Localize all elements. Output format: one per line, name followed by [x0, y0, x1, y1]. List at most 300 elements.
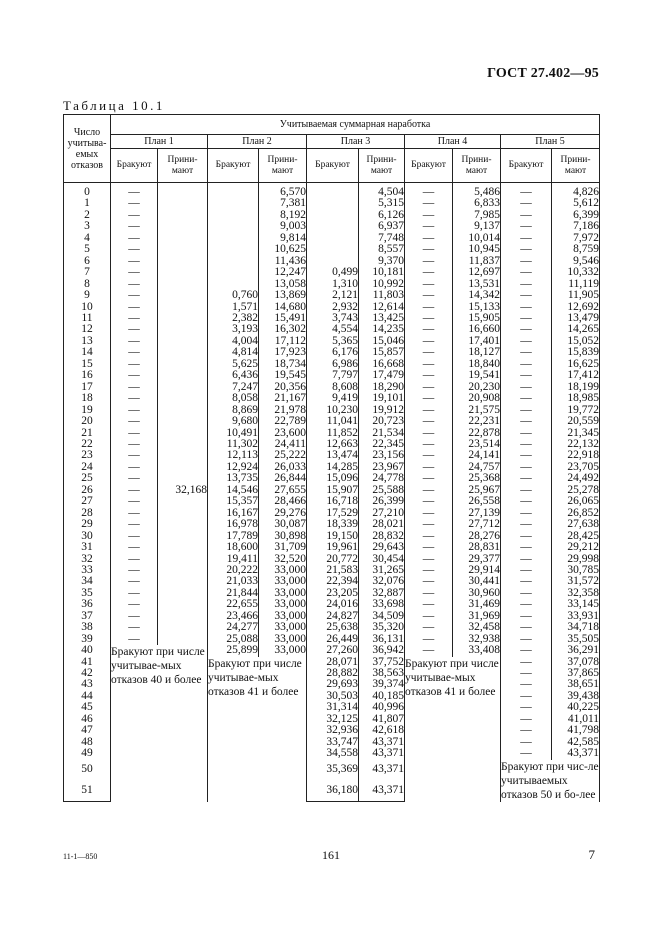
plan1-reject-cell: — — [111, 290, 158, 301]
header-failures-line: отказов — [71, 159, 103, 171]
plan1-accept-cell — [158, 542, 208, 553]
plan4-reject-cell: — — [405, 519, 453, 530]
plan5-reject-cell: — — [501, 256, 552, 267]
plan1-accept-cell — [158, 198, 208, 209]
plan2-accept-cell: 10,625 — [259, 244, 307, 255]
acceptance-table — [63, 114, 600, 802]
failure-count: 23 — [64, 450, 111, 461]
plan1-accept-cell — [158, 599, 208, 610]
plan1-accept-cell — [158, 554, 208, 565]
plan2-reject-cell: 16,978 — [208, 519, 259, 530]
plan5-reject-cell: — — [501, 462, 552, 473]
plan4-accept-cell: 28,831 — [453, 542, 501, 553]
plan3-reject-cell: 13,474 — [307, 450, 359, 461]
plan4-accept-cell: 24,141 — [453, 450, 501, 461]
plan2-accept-cell: 28,466 — [259, 496, 307, 507]
plan2-accept-cell: 33,000 — [259, 565, 307, 576]
plan2-reject-cell: 4,004 — [208, 336, 259, 347]
plan2-accept-cell: 33,000 — [259, 576, 307, 587]
plan2-accept-cell: 25,222 — [259, 450, 307, 461]
plan5-reject-cell: — — [501, 496, 552, 507]
plan3-reject-cell: 24,016 — [307, 599, 359, 610]
plan3-accept-cell: 21,534 — [359, 428, 405, 439]
plan3-accept-cell: 10,181 — [359, 267, 405, 278]
plan2-reject-cell — [208, 267, 259, 278]
plan1-reject-cell: — — [111, 531, 158, 542]
plan2-reject-cell: 16,167 — [208, 508, 259, 519]
plan1-reject-cell: — — [111, 393, 158, 404]
plan2-reject-cell: 14,546 — [208, 485, 259, 496]
plan5-accept-cell: 33,931 — [552, 611, 600, 622]
plan1-accept-cell — [158, 405, 208, 416]
plan2-accept-cell: 19,545 — [259, 370, 307, 381]
plan1-reject-cell: — — [111, 542, 158, 553]
plan1-reject-cell: — — [111, 508, 158, 519]
plan3-reject-cell: 28,071 — [307, 657, 359, 668]
plan4-accept-cell: 22,231 — [453, 416, 501, 427]
plan4-accept-cell: 29,377 — [453, 554, 501, 565]
plan3-accept-cell: 19,912 — [359, 405, 405, 416]
plan5-reject-cell: — — [501, 737, 552, 748]
plan3-accept-cell: 4,504 — [359, 183, 405, 199]
plan4-accept-cell: 18,127 — [453, 347, 501, 358]
plan2-reject-cell: 17,789 — [208, 531, 259, 542]
plan5-accept-cell: 37,078 — [552, 657, 600, 668]
failure-count: 30 — [64, 531, 111, 542]
plan3-reject-cell: 2,932 — [307, 302, 359, 313]
plan1-reject-cell: — — [111, 428, 158, 439]
plan5-accept-cell: 19,772 — [552, 405, 600, 416]
failure-count: 19 — [64, 405, 111, 416]
plan4-accept-cell: 10,945 — [453, 244, 501, 255]
plan4-accept-cell: 14,342 — [453, 290, 501, 301]
plan3-reject-cell: 18,339 — [307, 519, 359, 530]
failure-count: 17 — [64, 382, 111, 393]
failure-count: 45 — [64, 702, 111, 713]
table-row — [64, 519, 600, 530]
plan1-reject-cell: — — [111, 313, 158, 324]
plan1-reject-cell: — — [111, 336, 158, 347]
plan2-reject-cell: 24,277 — [208, 622, 259, 633]
plan3-accept-cell: 37,752 — [359, 657, 405, 668]
plan3-reject-cell — [307, 198, 359, 209]
plan2-reject-cell: 4,814 — [208, 347, 259, 358]
failure-count: 28 — [64, 508, 111, 519]
plan1-accept-cell — [158, 565, 208, 576]
plan3-accept-cell: 43,371 — [359, 748, 405, 759]
failure-count: 2 — [64, 210, 111, 221]
plan4-reject-cell: — — [405, 599, 453, 610]
plan5-accept-cell: 10,332 — [552, 267, 600, 278]
plan1-reject-cell: — — [111, 611, 158, 622]
plan4-reject-cell: — — [405, 183, 453, 199]
plan4-accept-cell: 9,137 — [453, 221, 501, 232]
plan4-reject-cell: — — [405, 645, 453, 656]
plan4-reject-cell: — — [405, 313, 453, 324]
failure-count: 48 — [64, 737, 111, 748]
header-accept-line: мают — [370, 165, 393, 176]
header-failures-line: емых — [75, 148, 99, 160]
failure-count: 50 — [64, 760, 111, 781]
plan3-accept-cell: 14,235 — [359, 324, 405, 335]
table-row — [64, 370, 600, 381]
plan4-reject-cell: — — [405, 405, 453, 416]
plan1-accept-cell — [158, 611, 208, 622]
failure-count: 35 — [64, 588, 111, 599]
plan1-accept-cell — [158, 210, 208, 221]
header-accept-line: Прини- — [167, 154, 198, 165]
plan1-reject-cell: — — [111, 554, 158, 565]
plan5-accept-cell: 32,358 — [552, 588, 600, 599]
plan4-reject-cell: — — [405, 279, 453, 290]
failure-count: 49 — [64, 748, 111, 759]
plan4-reject-cell: — — [405, 393, 453, 404]
plan2-accept-cell: 33,000 — [259, 611, 307, 622]
plan5-accept-cell: 23,705 — [552, 462, 600, 473]
header-accept-line: мают — [564, 165, 587, 176]
plan3-accept-cell: 36,131 — [359, 634, 405, 645]
plan2-reject-cell: 22,655 — [208, 599, 259, 610]
standard-number: ГОСТ 27.402—95 — [487, 66, 599, 81]
table-caption: Таблица 10.1 — [63, 98, 165, 113]
failure-count: 16 — [64, 370, 111, 381]
plan4-reject-cell: — — [405, 542, 453, 553]
plan2-accept-cell: 33,000 — [259, 622, 307, 633]
failure-count: 36 — [64, 599, 111, 610]
plan5-reject-cell: — — [501, 668, 552, 679]
plan2-accept-cell: 26,844 — [259, 473, 307, 484]
plan5-reject-cell: — — [501, 691, 552, 702]
failure-count: 39 — [64, 634, 111, 645]
plan4-reject-cell: — — [405, 428, 453, 439]
failure-count: 18 — [64, 393, 111, 404]
plan5-reject-cell: — — [501, 519, 552, 530]
plan5-accept-cell: 9,546 — [552, 256, 600, 267]
plan2-reject-cell: 3,193 — [208, 324, 259, 335]
plan4-accept-cell: 12,697 — [453, 267, 501, 278]
plan5-accept-cell: 16,625 — [552, 359, 600, 370]
plan4-accept-cell: 17,401 — [453, 336, 501, 347]
failure-count: 7 — [64, 267, 111, 278]
plan3-accept-cell: 40,996 — [359, 702, 405, 713]
header-reject-plan-5: Бракуют — [501, 149, 552, 183]
plan5-accept-cell: 39,438 — [552, 691, 600, 702]
header-accept-plan-5 — [552, 149, 600, 183]
plan4-reject-cell: — — [405, 634, 453, 645]
plan1-reject-cell: — — [111, 256, 158, 267]
plan5-accept-cell: 11,119 — [552, 279, 600, 290]
header-accept-plan-4 — [453, 149, 501, 183]
failure-count: 43 — [64, 679, 111, 690]
plan4-reject-cell: — — [405, 588, 453, 599]
plan1-accept-cell — [158, 462, 208, 473]
header-accept-plan-1 — [158, 149, 208, 183]
failure-count: 3 — [64, 221, 111, 232]
plan5-accept-cell: 4,826 — [552, 183, 600, 199]
plan4-accept-cell: 28,276 — [453, 531, 501, 542]
failure-count: 8 — [64, 279, 111, 290]
plan1-reject-cell: — — [111, 485, 158, 496]
plan1-reject-cell: — — [111, 634, 158, 645]
plan1-reject-cell: — — [111, 416, 158, 427]
plan2-accept-cell: 17,112 — [259, 336, 307, 347]
plan4-reject-cell: — — [405, 302, 453, 313]
plan3-accept-cell: 15,046 — [359, 336, 405, 347]
plan1-reject-cell: — — [111, 210, 158, 221]
header-accept-plan-2 — [259, 149, 307, 183]
plan2-reject-cell: 5,625 — [208, 359, 259, 370]
plan2-reject-cell: 9,680 — [208, 416, 259, 427]
plan3-reject-cell: 7,797 — [307, 370, 359, 381]
header-accept-line: Прини- — [461, 154, 492, 165]
failure-count: 1 — [64, 198, 111, 209]
plan4-accept-cell: 26,558 — [453, 496, 501, 507]
plan5-reject-cell: — — [501, 336, 552, 347]
plan2-reject-cell: 7,247 — [208, 382, 259, 393]
plan3-reject-cell — [307, 210, 359, 221]
plan4-accept-cell: 18,840 — [453, 359, 501, 370]
plan3-reject-cell: 30,503 — [307, 691, 359, 702]
header-plan-5: План 5 — [501, 135, 600, 149]
plan3-reject-cell: 11,852 — [307, 428, 359, 439]
plan4-accept-cell: 24,757 — [453, 462, 501, 473]
plan1-accept-cell — [158, 183, 208, 199]
plan1-accept-cell — [158, 347, 208, 358]
plan3-accept-cell: 30,454 — [359, 554, 405, 565]
plan2-accept-cell: 21,978 — [259, 405, 307, 416]
plan3-accept-cell: 10,992 — [359, 279, 405, 290]
plan5-accept-cell: 20,559 — [552, 416, 600, 427]
plan4-accept-cell: 33,408 — [453, 645, 501, 656]
plan4-accept-cell: 7,985 — [453, 210, 501, 221]
plan3-accept-cell: 19,101 — [359, 393, 405, 404]
failure-count: 4 — [64, 233, 111, 244]
plan2-accept-cell: 33,000 — [259, 645, 307, 656]
page-number: 161 — [322, 848, 340, 862]
failure-count: 10 — [64, 302, 111, 313]
plan1-reject-cell: — — [111, 324, 158, 335]
plan5-reject-cell: — — [501, 588, 552, 599]
failure-count: 21 — [64, 428, 111, 439]
plan2-reject-cell: 8,058 — [208, 393, 259, 404]
plan1-accept-cell — [158, 531, 208, 542]
failure-count: 11 — [64, 313, 111, 324]
plan2-reject-cell: 13,735 — [208, 473, 259, 484]
header-accept-line: Прини- — [366, 154, 397, 165]
plan1-reject-cell: — — [111, 622, 158, 633]
plan5-accept-cell: 6,399 — [552, 210, 600, 221]
plan3-accept-cell: 26,399 — [359, 496, 405, 507]
plan2-accept-cell: 20,356 — [259, 382, 307, 393]
plan4-accept-cell: 21,575 — [453, 405, 501, 416]
plan1-accept-cell — [158, 324, 208, 335]
plan1-reject-cell: — — [111, 279, 158, 290]
plan5-accept-cell: 35,505 — [552, 634, 600, 645]
plan3-reject-cell: 11,041 — [307, 416, 359, 427]
plan3-reject-cell: 21,583 — [307, 565, 359, 576]
plan4-reject-cell: — — [405, 554, 453, 565]
plan3-reject-cell: 27,260 — [307, 645, 359, 656]
plan3-reject-cell: 24,827 — [307, 611, 359, 622]
plan1-reject-cell: — — [111, 473, 158, 484]
plan3-accept-cell: 27,210 — [359, 508, 405, 519]
plan2-accept-cell: 33,000 — [259, 634, 307, 645]
plan3-reject-cell: 6,986 — [307, 359, 359, 370]
plan5-reject-cell: — — [501, 645, 552, 656]
plan3-accept-cell: 43,371 — [359, 737, 405, 748]
plan1-accept-cell — [158, 233, 208, 244]
plan2-reject-cell: 23,466 — [208, 611, 259, 622]
plan3-accept-cell: 16,668 — [359, 359, 405, 370]
plan1-accept-cell — [158, 370, 208, 381]
plan3-reject-cell: 19,150 — [307, 531, 359, 542]
plan2-reject-cell — [208, 233, 259, 244]
plan2-accept-cell: 9,814 — [259, 233, 307, 244]
plan2-reject-cell: 21,033 — [208, 576, 259, 587]
plan2-accept-cell: 33,000 — [259, 599, 307, 610]
plan5-reject-cell: — — [501, 347, 552, 358]
plan3-accept-cell: 28,832 — [359, 531, 405, 542]
header-failures-count — [64, 115, 111, 183]
plan5-accept-cell: 41,011 — [552, 714, 600, 725]
plan3-reject-cell: 6,176 — [307, 347, 359, 358]
plan4-reject-cell: — — [405, 576, 453, 587]
failure-count: 14 — [64, 347, 111, 358]
plan1-reject-cell: — — [111, 565, 158, 576]
header-accept-line: мают — [171, 165, 194, 176]
plan3-reject-cell: 36,180 — [307, 780, 359, 801]
plan4-accept-cell: 25,368 — [453, 473, 501, 484]
plan4-accept-cell: 27,139 — [453, 508, 501, 519]
plan3-reject-cell: 22,394 — [307, 576, 359, 587]
failure-count: 31 — [64, 542, 111, 553]
plan4-accept-cell: 5,486 — [453, 183, 501, 199]
failure-count: 15 — [64, 359, 111, 370]
plan3-accept-cell: 11,803 — [359, 290, 405, 301]
plan4-accept-cell: 29,914 — [453, 565, 501, 576]
plan5-reject-cell: — — [501, 565, 552, 576]
header-accept-line: Прини- — [560, 154, 591, 165]
header-accept-line: мают — [271, 165, 294, 176]
plan4-reject-cell: — — [405, 611, 453, 622]
plan1-reject-cell: — — [111, 462, 158, 473]
plan5-reject-cell: — — [501, 485, 552, 496]
plan4-accept-cell: 20,908 — [453, 393, 501, 404]
plan5-accept-cell: 15,839 — [552, 347, 600, 358]
plan4-reject-cell: — — [405, 233, 453, 244]
plan4-reject-cell: — — [405, 439, 453, 450]
plan4-accept-cell: 31,969 — [453, 611, 501, 622]
plan3-accept-cell: 33,698 — [359, 599, 405, 610]
plan5-accept-cell: 34,718 — [552, 622, 600, 633]
plan2-accept-cell: 29,276 — [259, 508, 307, 519]
plan4-reject-cell: — — [405, 508, 453, 519]
plan1-reject-cell: — — [111, 183, 158, 199]
plan3-reject-cell: 4,554 — [307, 324, 359, 335]
plan3-accept-cell: 18,290 — [359, 382, 405, 393]
plan1-accept-cell — [158, 267, 208, 278]
plan3-accept-cell: 42,618 — [359, 725, 405, 736]
plan4-accept-cell: 32,458 — [453, 622, 501, 633]
failure-count: 32 — [64, 554, 111, 565]
plan1-reject-cell: — — [111, 405, 158, 416]
plan3-reject-cell: 26,449 — [307, 634, 359, 645]
header-plan-3: План 3 — [307, 135, 405, 149]
plan4-reject-cell: — — [405, 267, 453, 278]
plan4-reject-cell: — — [405, 450, 453, 461]
plan5-accept-cell: 8,759 — [552, 244, 600, 255]
plan3-reject-cell: 16,718 — [307, 496, 359, 507]
plan4-accept-cell: 10,014 — [453, 233, 501, 244]
note-plan2: Бракуют при числе учитывае-мых отказов 41 и более — [208, 657, 307, 802]
plan2-accept-cell: 27,655 — [259, 485, 307, 496]
plan1-accept-cell — [158, 416, 208, 427]
plan3-accept-cell: 32,887 — [359, 588, 405, 599]
plan5-accept-cell: 24,492 — [552, 473, 600, 484]
plan3-reject-cell: 35,369 — [307, 760, 359, 781]
plan3-reject-cell — [307, 221, 359, 232]
plan1-accept-cell — [158, 496, 208, 507]
plan2-reject-cell — [208, 244, 259, 255]
plan2-accept-cell: 11,436 — [259, 256, 307, 267]
plan5-reject-cell: — — [501, 370, 552, 381]
header-accept-line: мают — [465, 165, 488, 176]
plan3-reject-cell: 9,419 — [307, 393, 359, 404]
plan1-accept-cell — [158, 359, 208, 370]
plan1-reject-cell: — — [111, 450, 158, 461]
plan3-reject-cell: 0,499 — [307, 267, 359, 278]
plan2-reject-cell: 18,600 — [208, 542, 259, 553]
header-plan-1: План 1 — [111, 135, 208, 149]
header-failures-line: учитыва- — [67, 137, 107, 149]
failure-count: 24 — [64, 462, 111, 473]
plan4-reject-cell: — — [405, 416, 453, 427]
plan1-reject-cell: — — [111, 382, 158, 393]
table-row — [64, 267, 600, 278]
plan4-reject-cell: — — [405, 324, 453, 335]
failure-count: 9 — [64, 290, 111, 301]
plan5-accept-cell: 13,479 — [552, 313, 600, 324]
plan1-accept-cell — [158, 279, 208, 290]
table-row — [64, 542, 600, 553]
plan2-accept-cell: 24,411 — [259, 439, 307, 450]
plan5-reject-cell: — — [501, 324, 552, 335]
plan2-accept-cell: 26,033 — [259, 462, 307, 473]
plan2-accept-cell: 13,058 — [259, 279, 307, 290]
table-row — [64, 393, 600, 404]
plan4-reject-cell: — — [405, 565, 453, 576]
plan5-accept-cell: 28,425 — [552, 531, 600, 542]
plan2-reject-cell: 0,760 — [208, 290, 259, 301]
plan5-reject-cell: — — [501, 748, 552, 759]
failure-count: 42 — [64, 668, 111, 679]
plan1-reject-cell: — — [111, 244, 158, 255]
plan3-accept-cell: 9,370 — [359, 256, 405, 267]
plan3-reject-cell: 2,121 — [307, 290, 359, 301]
plan3-accept-cell: 5,315 — [359, 198, 405, 209]
plan4-accept-cell: 19,541 — [453, 370, 501, 381]
failure-count: 20 — [64, 416, 111, 427]
plan3-accept-cell: 23,967 — [359, 462, 405, 473]
plan3-accept-cell: 40,185 — [359, 691, 405, 702]
plan5-accept-cell: 31,572 — [552, 576, 600, 587]
plan4-accept-cell: 22,878 — [453, 428, 501, 439]
plan1-accept-cell — [158, 450, 208, 461]
plan1-reject-cell: — — [111, 588, 158, 599]
failure-count: 26 — [64, 485, 111, 496]
table-row — [64, 183, 600, 199]
plan4-accept-cell: 30,441 — [453, 576, 501, 587]
